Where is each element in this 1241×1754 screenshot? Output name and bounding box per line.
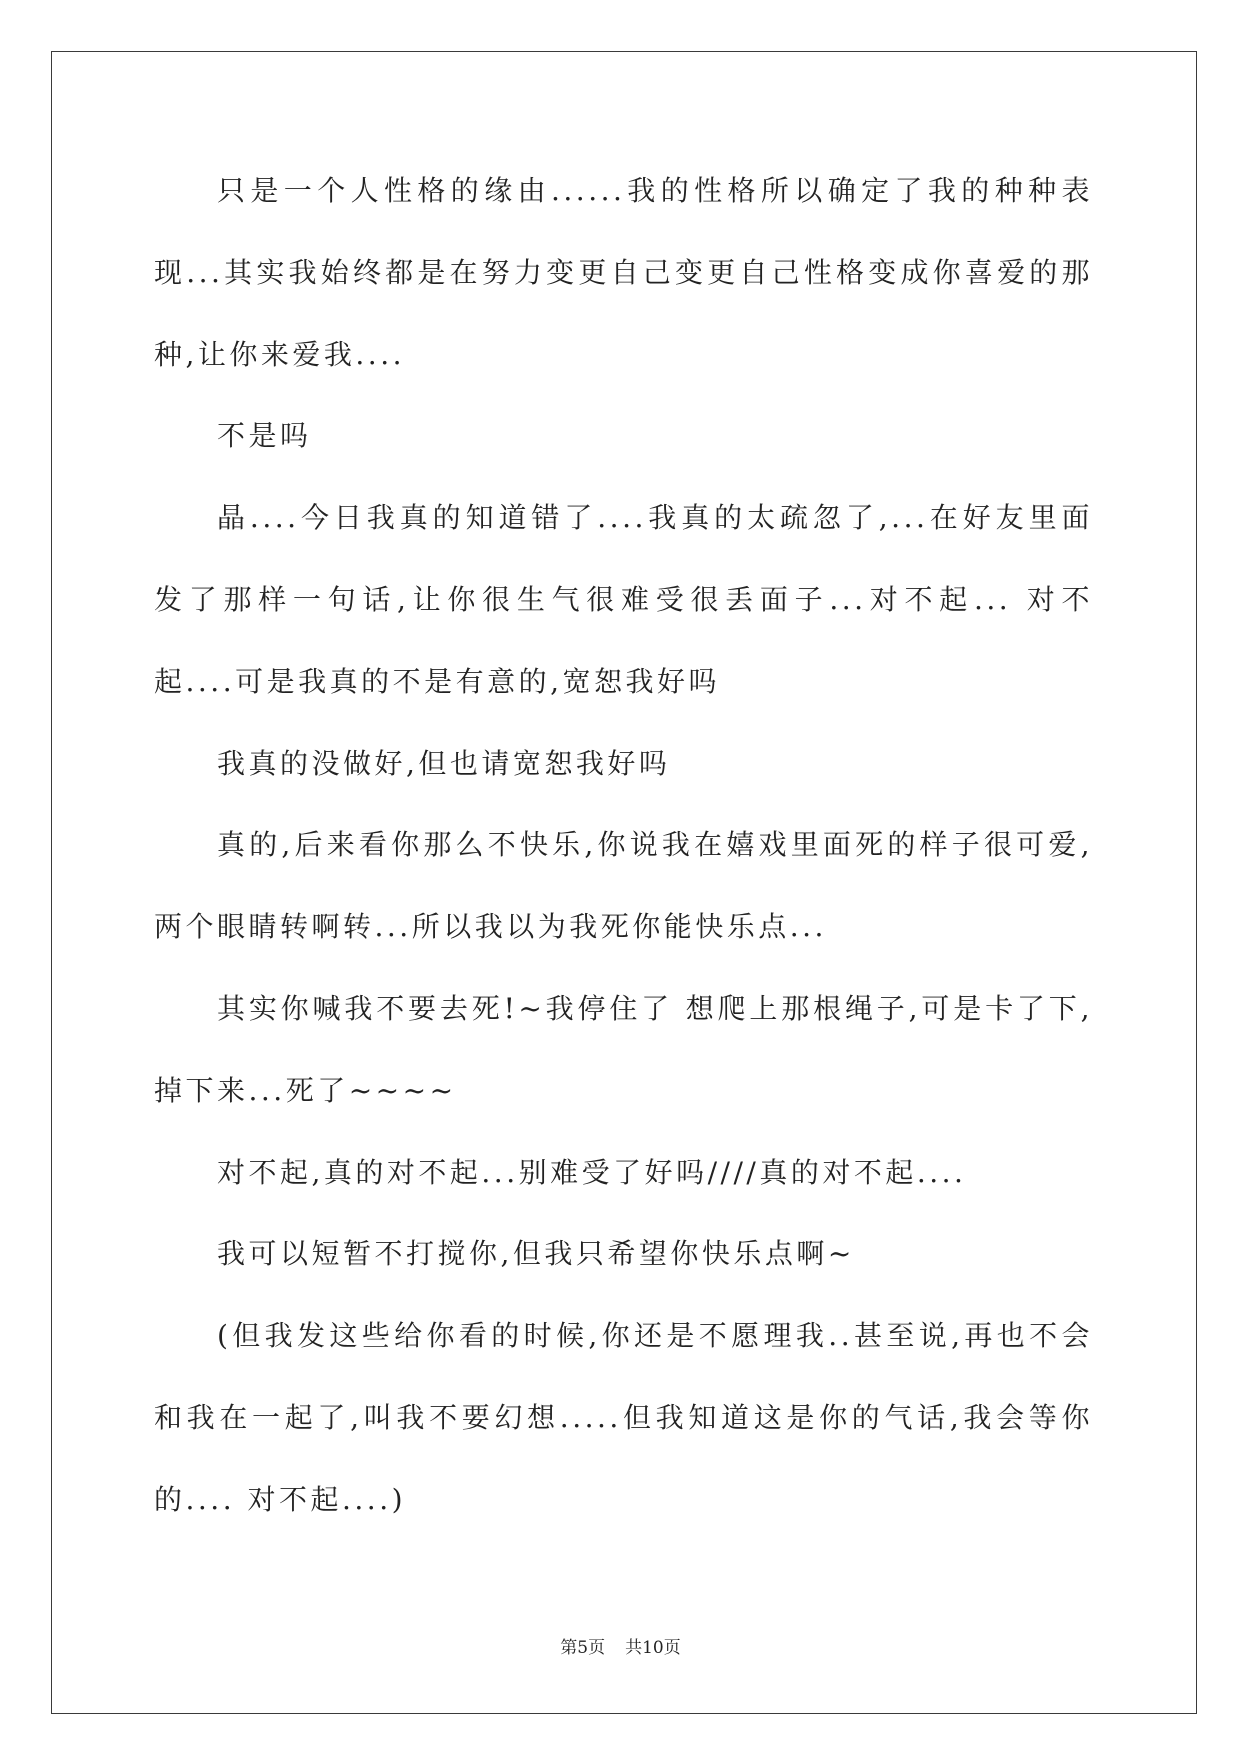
text-line: 种,让你来爱我....	[154, 337, 406, 371]
text-line: 发了那样一句话,让你很生气很难受很丢面子...对不起... 对不	[154, 582, 1093, 616]
paragraph	[154, 1295, 1093, 1540]
text-line: 晶....今日我真的知道错了....我真的太疏忽了,...在好友里面	[217, 501, 1093, 535]
text-line: 的.... 对不起....)	[154, 1482, 407, 1516]
text-line: 不是吗	[217, 419, 312, 453]
paragraph	[154, 1213, 1093, 1295]
page-footer	[0, 1636, 1241, 1660]
text-line: (但我发这些给你看的时候,你还是不愿理我..甚至说,再也不会	[217, 1319, 1093, 1353]
text-line: 我可以短暂不打搅你,但我只希望你快乐点啊~	[217, 1237, 855, 1271]
paragraph	[154, 723, 1093, 805]
paragraph	[154, 968, 1093, 1132]
paragraph	[154, 477, 1093, 722]
text-line: 对不起,真的对不起...别难受了好吗////真的对不起....	[217, 1155, 967, 1189]
paragraph	[154, 1132, 1093, 1214]
paragraph	[154, 150, 1093, 395]
page-number: 第5页	[560, 1638, 606, 1658]
text-line: 只是一个人性格的缘由......我的性格所以确定了我的种种表	[217, 174, 1093, 207]
paragraph	[154, 804, 1093, 968]
text-line: 真的,后来看你那么不快乐,你说我在嬉戏里面死的样子很可爱,	[217, 828, 1093, 862]
text-line: 两个眼睛转啊转...所以我以为我死你能快乐点...	[154, 910, 827, 944]
text-line: 起....可是我真的不是有意的,宽恕我好吗	[154, 664, 721, 698]
paragraph	[154, 395, 1093, 477]
text-line: 现...其实我始终都是在努力变更自己变更自己性格变成你喜爱的那	[154, 255, 1093, 289]
text-line: 我真的没做好,但也请宽恕我好吗	[217, 746, 671, 780]
page-total: 共10页	[625, 1638, 681, 1658]
text-line: 其实你喊我不要去死!~我停住了 想爬上那根绳子,可是卡了下,	[217, 991, 1093, 1025]
text-line: 掉下来...死了~~~~	[154, 1073, 457, 1107]
text-line: 和我在一起了,叫我不要幻想.....但我知道这是你的气话,我会等你	[154, 1400, 1093, 1434]
document-body	[154, 150, 1093, 1541]
